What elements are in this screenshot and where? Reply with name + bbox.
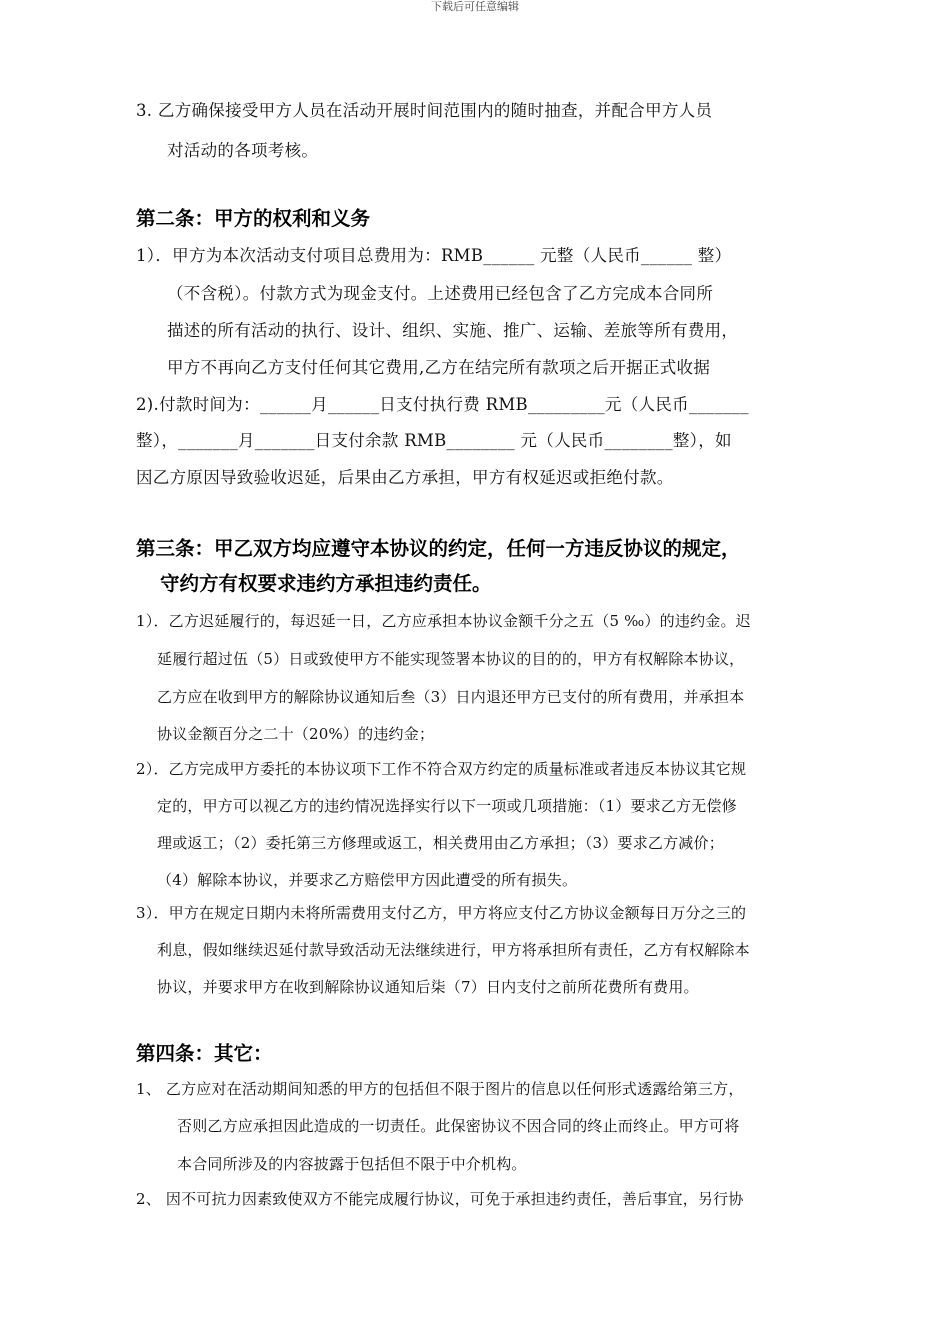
article4-p1-line1: 1、 乙方应对在活动期间知悉的甲方的包括但不限于图片的信息以任何形式透露给第三方， (136, 1080, 744, 1098)
article3-p1-line4: 协议金额百分之二十（20%）的违约金； (157, 725, 435, 743)
article3-p3-line2: 利息，假如继续迟延付款导致活动无法继续进行，甲方将承担所有责任，乙方有权解除本 (157, 941, 750, 959)
article2-heading: 第二条：甲方的权利和义务 (136, 207, 371, 230)
article3-p3-line1: 3）．甲方在规定日期内未将所需费用支付乙方，甲方将应支付乙方协议金额每日万分之三的 (136, 904, 747, 922)
article3-p2-line3: 理或返工；（2）委托第三方修理或返工，相关费用由乙方承担；（3）要求乙方减价； (157, 834, 724, 852)
article3-p1-line2: 延履行超过伍（5）日或致使甲方不能实现签署本协议的目的的，甲方有权解除本协议， (157, 650, 745, 668)
article2-p2-line2: 整），_______月_______日支付余款 RMB________ 元（人民币________整），如 (136, 431, 732, 450)
article2-p1-line1: 1）．甲方为本次活动支付项目总费用为：RMB______ 元整（人民币______ 整） (136, 246, 732, 265)
article3-p3-line3: 协议，并要求甲方在收到解除协议通知后柒（7）日内支付之前所花费所有费用。 (157, 978, 699, 996)
article3-heading-line2: 守约方有权要求违约方承担违约责任。 (160, 572, 492, 595)
article3-p2-line1: 2）．乙方完成甲方委托的本协议项下工作不符合双方约定的质量标准或者违反本协议其它规 (136, 760, 747, 778)
article3-p1-line1: 1）．乙方迟延履行的，每迟延一日，乙方应承担本协议金额千分之五（5 ‰）的违约金。迟 (136, 612, 751, 630)
article4-p2-line1: 2、 因不可抗力因素致使双方不能完成履行协议，可免于承担违约责任，善后事宜，另行协 (136, 1190, 744, 1208)
article3-p2-line4: （4）解除本协议，并要求乙方赔偿甲方因此遭受的所有损失。 (157, 871, 578, 889)
article4-heading: 第四条：其它： (136, 1042, 273, 1065)
article3-p2-line2: 定的，甲方可以视乙方的违约情况选择实行以下一项或几项措施：（1）要求乙方无偿修 (157, 797, 737, 815)
article2-p1-line2: （不含税）。付款方式为现金支付。上述费用已经包含了乙方完成本合同所 (167, 284, 714, 303)
article4-p1-line2: 否则乙方应承担因此造成的一切责任。此保密协议不因合同的终止而终止。甲方可将 (177, 1117, 740, 1135)
prev-item3-line2: 对活动的各项考核。 (167, 141, 319, 160)
article2-p2-line1: 2).付款时间为：______月______日支付执行费 RMB_________元（人民币_______ (136, 395, 749, 414)
prev-item3-line1: 3. 乙方确保接受甲方人员在活动开展时间范围内的随时抽查，并配合甲方人员 (136, 101, 713, 120)
article2-p1-line4: 甲方不再向乙方支付任何其它费用,乙方在结完所有款项之后开据正式收据 (167, 358, 711, 377)
article4-p1-line3: 本合同所涉及的内容披露于包括但不限于中介机构。 (177, 1155, 527, 1173)
article2-p1-line3: 描述的所有活动的执行、设计、组织、实施、推广、运输、差旅等所有费用， (167, 321, 739, 340)
page-header-note: 下载后可任意编辑 (431, 0, 519, 13)
article3-p1-line3: 乙方应在收到甲方的解除协议通知后叁（3）日内退还甲方已支付的所有费用，并承担本 (157, 688, 745, 706)
article2-p2-line3: 因乙方原因导致验收迟延，后果由乙方承担，甲方有权延迟或拒绝付款。 (136, 468, 674, 487)
article3-heading-line1: 第三条：甲乙双方均应遵守本协议的约定，任何一方违反协议的规定， (136, 537, 741, 560)
